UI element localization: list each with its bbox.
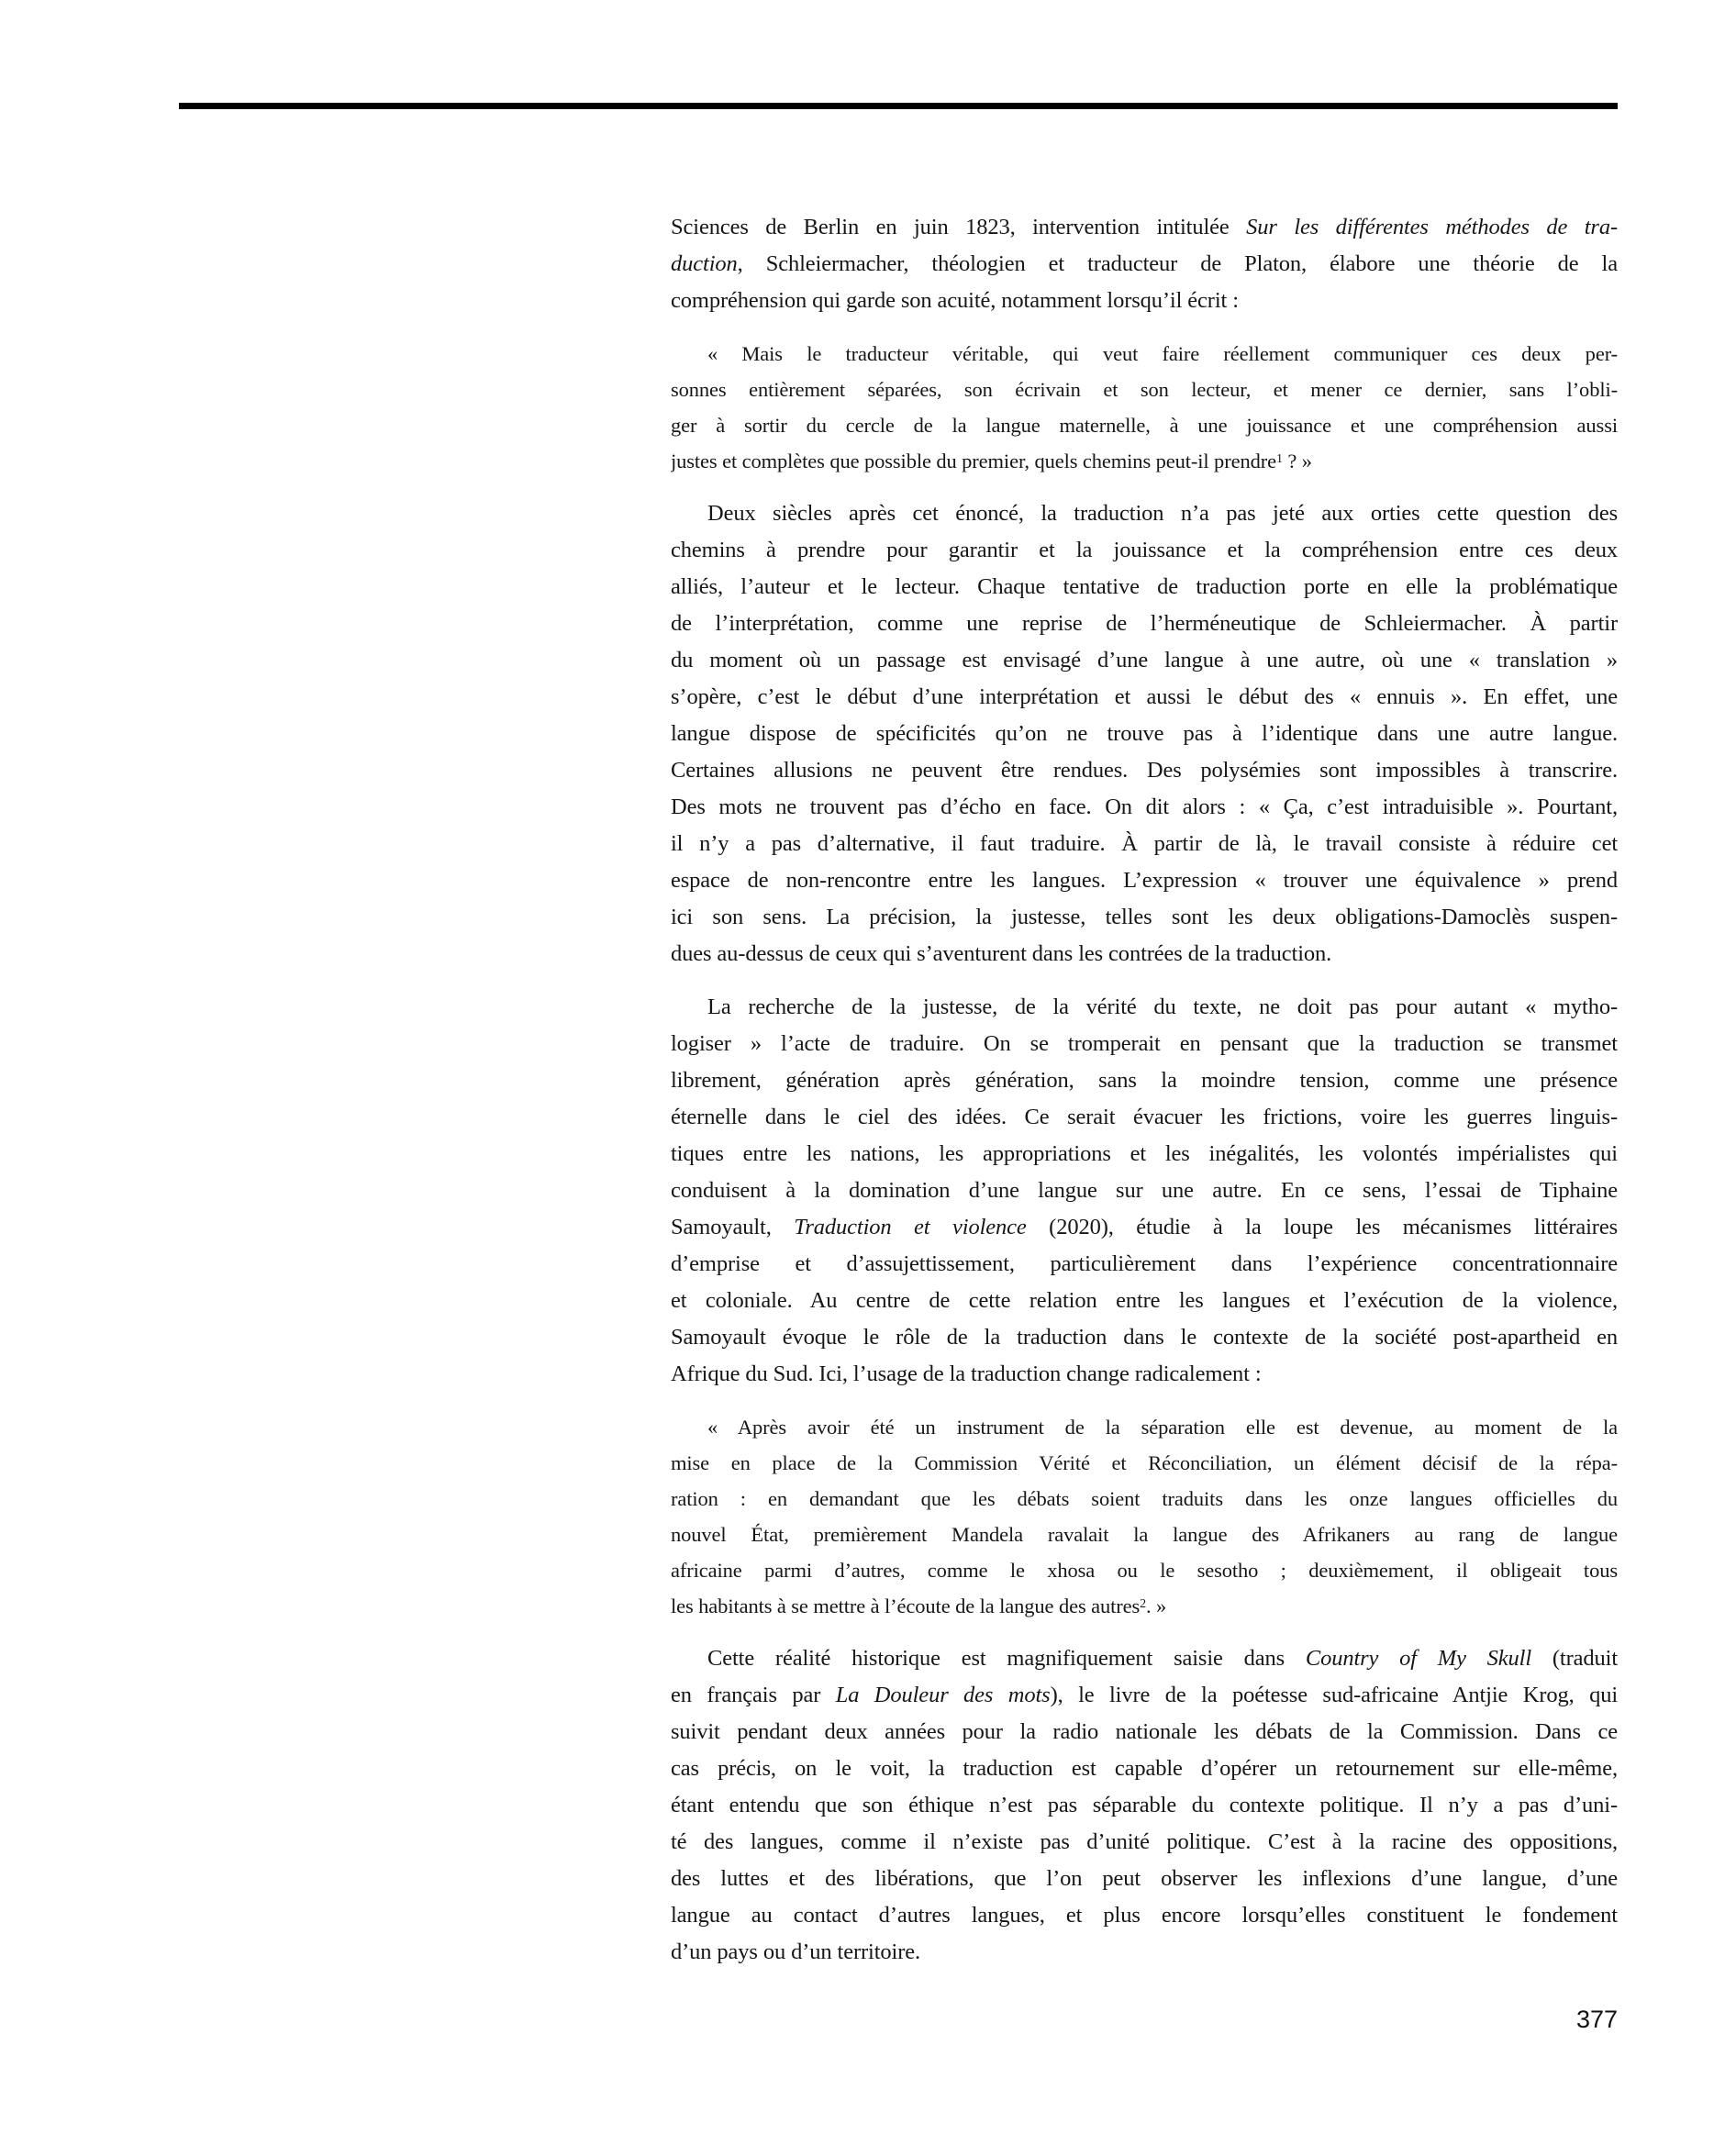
text-line (671, 1409, 1618, 1445)
paragraph (671, 1640, 1618, 1971)
text-run: les habitants à se mettre à l’écoute de la langue des autres (671, 1595, 1141, 1617)
text-run: Des mots ne trouvent pas d’écho en face. On dit alors : « Ça, c’est intraduisible ». Pourtant, (671, 795, 1618, 819)
italic-title: Sur les différentes méthodes de tra- (1246, 215, 1618, 239)
text-run: ration : en demandant que les débats soient traduits dans les onze langues officielles du (671, 1487, 1618, 1510)
text-run: Samoyault évoque le rôle de la traduction dans le contexte de la société post-apartheid en (671, 1325, 1618, 1350)
text-line (671, 569, 1618, 606)
text-run: il n’y a pas d’alternative, il faut traduire. À partir de là, le travail consiste à réduire cet (671, 831, 1618, 856)
text-line (671, 1319, 1618, 1356)
text-run: conduisent à la domination d’une langue sur une autre. En ce sens, l’essai de Tiphaine (671, 1178, 1618, 1203)
block-quote (671, 1409, 1618, 1624)
text-line (671, 826, 1618, 862)
text-run: langue dispose de spécificités qu’on ne trouve pas à l’identique dans une autre langue. (671, 721, 1618, 746)
text-run: ? » (1282, 450, 1312, 472)
text-run: suivit pendant deux années pour la radio nationale les débats de la Commission. Dans ce (671, 1719, 1618, 1744)
text-run: ger à sortir du cercle de la langue maternelle, à une jouissance et une compréhension aussi (671, 414, 1618, 437)
italic-title: duction (671, 251, 738, 276)
text-line (671, 752, 1618, 789)
text-run: nouvel État, premièrement Mandela ravalait la langue des Afrikaners au rang de langue (671, 1523, 1618, 1546)
text-line (671, 1136, 1618, 1172)
text-line (671, 1481, 1618, 1517)
page-text-body (671, 209, 1618, 1971)
text-run: alliés, l’auteur et le lecteur. Chaque tentative de traduction porte en elle la problématique (671, 574, 1618, 599)
text-line (671, 443, 1618, 479)
footnote-marker: 1 (1275, 451, 1283, 466)
text-line (671, 1283, 1618, 1319)
text-line (671, 1640, 1618, 1677)
text-run: Sciences de Berlin en juin 1823, intervention intitulée (671, 215, 1247, 239)
text-line (671, 246, 1618, 283)
text-line (671, 209, 1618, 246)
text-run: Afrique du Sud. Ici, l’usage de la traduction change radicalement : (671, 1361, 1262, 1386)
text-run: de l’interprétation, comme une reprise de l’herméneutique de Schleiermacher. À partir (671, 611, 1618, 636)
text-run: justes et complètes que possible du premier, quels chemins peut-il prendre (671, 450, 1276, 472)
text-run: d’emprise et d’assujettissement, particulièrement dans l’expérience concentrationnaire (671, 1251, 1618, 1276)
text-line (671, 495, 1618, 532)
italic-title: Traduction et violence (794, 1215, 1027, 1239)
text-line (671, 1356, 1618, 1393)
text-line (671, 1824, 1618, 1861)
italic-title: La Douleur des mots (835, 1683, 1051, 1707)
text-run: chemins à prendre pour garantir et la jouissance et la compréhension entre ces deux (671, 538, 1618, 562)
paragraph (671, 209, 1618, 319)
text-line (671, 642, 1618, 679)
text-line (671, 1934, 1618, 1971)
text-line (671, 862, 1618, 899)
text-run: (traduit (1531, 1646, 1618, 1671)
text-run: étant entendu que son éthique n’est pas séparable du contexte politique. Il n’y a pas d’uni- (671, 1793, 1618, 1817)
text-line (671, 1787, 1618, 1824)
text-run: dues au-dessus de ceux qui s’aventurent dans les contrées de la traduction. (671, 941, 1332, 966)
text-run: logiser » l’acte de traduire. On se tromperait en pensant que la traduction se transmet (671, 1031, 1618, 1056)
text-run: du moment où un passage est envisagé d’une langue à une autre, où une « translation » (671, 648, 1618, 672)
footnote-marker: 2 (1140, 1596, 1147, 1611)
text-line (671, 936, 1618, 972)
text-line (671, 1445, 1618, 1481)
text-line (671, 336, 1618, 372)
text-run: compréhension qui garde son acuité, notamment lorsqu’il écrit : (671, 288, 1239, 313)
text-line (671, 283, 1618, 319)
text-run: . » (1146, 1595, 1167, 1617)
text-line (671, 532, 1618, 569)
text-line (671, 407, 1618, 443)
text-line (671, 716, 1618, 752)
text-run: Cette réalité historique est magnifiquement saisie dans (707, 1646, 1306, 1671)
text-run: d’un pays ou d’un territoire. (671, 1939, 921, 1964)
text-run: éternelle dans le ciel des idées. Ce serait évacuer les frictions, voire les guerres linguis- (671, 1105, 1618, 1129)
paragraph (671, 495, 1618, 972)
text-line (671, 606, 1618, 642)
text-line (671, 1246, 1618, 1283)
text-line (671, 1750, 1618, 1787)
top-rule (179, 103, 1618, 109)
paragraph (671, 989, 1618, 1393)
text-line (671, 1209, 1618, 1246)
text-run: sonnes entièrement séparées, son écrivain et son lecteur, et mener ce dernier, sans l’obli- (671, 378, 1618, 401)
italic-title: Country of My Skull (1305, 1646, 1532, 1671)
text-run: langue au contact d’autres langues, et plus encore lorsqu’elles constituent le fondement (671, 1903, 1618, 1928)
block-quote (671, 336, 1618, 479)
text-run: Certaines allusions ne peuvent être rendues. Des polysémies sont impossibles à transcrire. (671, 758, 1618, 783)
text-line (671, 1552, 1618, 1588)
text-run: Deux siècles après cet énoncé, la traduction n’a pas jeté aux orties cette question des (707, 501, 1618, 526)
text-run: Samoyault, (671, 1215, 795, 1239)
text-line (671, 789, 1618, 826)
text-run: té des langues, comme il n’existe pas d’unité politique. C’est à la racine des oppositions, (671, 1829, 1618, 1854)
text-run: cas précis, on le voit, la traduction est capable d’opérer un retournement sur elle-même, (671, 1756, 1618, 1781)
text-run: des luttes et des libérations, que l’on peut observer les inflexions d’une langue, d’une (671, 1866, 1618, 1891)
text-line (671, 372, 1618, 407)
text-run: « Mais le traducteur véritable, qui veut faire réellement communiquer ces deux per- (707, 342, 1618, 365)
text-line (671, 899, 1618, 936)
text-run: tiques entre les nations, les appropriations et les inégalités, les volontés impérialistes qui (671, 1141, 1618, 1166)
text-run: ), le livre de la poétesse sud-africaine Antjie Krog, qui (1050, 1683, 1618, 1707)
text-line (671, 1677, 1618, 1714)
text-run: , Schleiermacher, théologien et traducteur de Platon, élabore une théorie de la (737, 251, 1618, 276)
text-run: mise en place de la Commission Vérité et Réconciliation, un élément décisif de la répa- (671, 1451, 1618, 1474)
text-line (671, 989, 1618, 1026)
text-run: librement, génération après génération, sans la moindre tension, comme une présence (671, 1068, 1618, 1093)
text-run: en français par (671, 1683, 836, 1707)
text-run: « Après avoir été un instrument de la séparation elle est devenue, au moment de la (707, 1416, 1618, 1439)
text-line (671, 1714, 1618, 1750)
text-line (671, 1172, 1618, 1209)
text-run: La recherche de la justesse, de la vérité du texte, ne doit pas pour autant « mytho- (707, 995, 1618, 1019)
text-run: ici son sens. La précision, la justesse, telles sont les deux obligations-Damoclès suspen- (671, 905, 1618, 929)
text-line (671, 1062, 1618, 1099)
text-run: espace de non-rencontre entre les langues. L’expression « trouver une équivalence » prend (671, 868, 1618, 893)
text-run: s’opère, c’est le début d’une interprétation et aussi le début des « ennuis ». En effet, une (671, 684, 1618, 709)
text-line (671, 1517, 1618, 1552)
text-run: (2020), étudie à la loupe les mécanismes littéraires (1026, 1215, 1618, 1239)
text-line (671, 679, 1618, 716)
text-line (671, 1588, 1618, 1624)
text-line (671, 1861, 1618, 1897)
text-line (671, 1099, 1618, 1136)
text-line (671, 1897, 1618, 1934)
text-run: africaine parmi d’autres, comme le xhosa ou le sesotho ; deuxièmement, il obligeait tous (671, 1559, 1618, 1582)
text-line (671, 1026, 1618, 1062)
text-run: et coloniale. Au centre de cette relation entre les langues et l’exécution de la violence, (671, 1288, 1618, 1313)
page-number: 377 (1575, 2006, 1618, 2033)
